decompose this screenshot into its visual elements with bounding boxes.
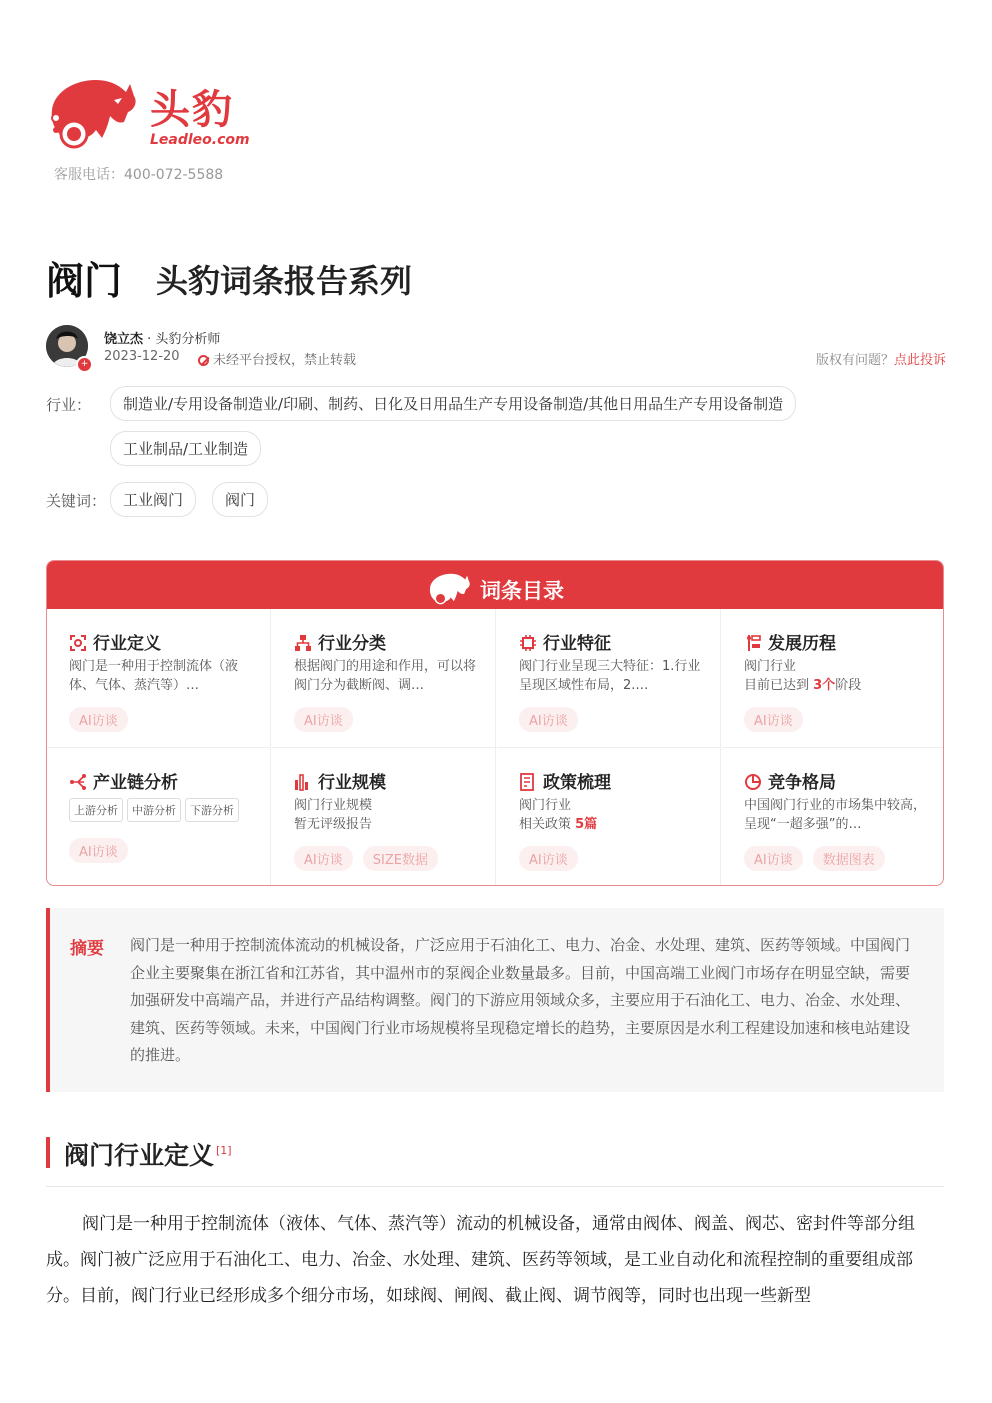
toc-grid [47, 609, 943, 886]
toc-item-title [294, 629, 386, 654]
document-icon [519, 773, 537, 791]
author-name[interactable]: 饶立杰 [104, 332, 144, 347]
toc-panel [46, 560, 944, 886]
page-subtitle: 头豹词条报告系列 [156, 262, 413, 300]
ai-interview-pill[interactable]: AI访谈 [519, 707, 578, 732]
toc-item-policy[interactable] [497, 748, 721, 886]
data-chart-pill[interactable]: 数据图表 [813, 846, 885, 871]
toc-desc-line [744, 676, 929, 695]
toc-item-desc: 阀门是一种用于控制流体（液体、气体、蒸汽等）… [69, 659, 239, 693]
section-title [64, 1136, 232, 1172]
copyright-notice [198, 349, 356, 368]
toc-item-title [519, 768, 611, 793]
pie-chart-icon [744, 773, 762, 791]
ai-interview-pill[interactable]: AI访谈 [294, 707, 353, 732]
toc-desc-text: 相关政策 [519, 817, 576, 832]
ban-icon [198, 355, 209, 366]
toc-item-scale[interactable] [272, 748, 496, 886]
verified-badge-icon: + [76, 356, 93, 373]
stage-count: 3个 [813, 678, 836, 693]
keyword-tag[interactable]: 工业阀门 [110, 482, 196, 517]
definition-icon [69, 634, 87, 652]
ai-interview-pill[interactable]: AI访谈 [69, 707, 128, 732]
section-body: 阀门是一种用于控制流体（液体、气体、蒸汽等）流动的机械设备，通常由阀体、阀盖、阀芯、密封件等部分组成。阀门被广泛应用于石油化工、电力、冶金、水处理、建筑、医药等领域，是工业自动化和流程控制的重要组成部分。目前，阀门行业已经形成多个细分市场，如球阀、闸阀、截止阀、调节阀等，同时也出现一些新型 [46, 1214, 915, 1306]
toc-item-label: 竞争格局 [768, 773, 836, 793]
toc-item-label: 产业链分析 [93, 773, 178, 793]
page-title: 阀门 [46, 259, 123, 303]
summary-text: 阀门是一种用于控制流体流动的机械设备，广泛应用于石油化工、电力、冶金、水处理、建筑、医药等领域。中国阀门企业主要聚集在浙江省和江苏省，其中温州市的泵阀企业数量最多。目前，中国高端工业阀门市场存在明显空缺，需要加强研发中高端产品，并进行产品结构调整。阀门的下游应用领域众多，主要应用于石油化工、电力、冶金、水处理、建筑、医药等领域。未来，中国阀门行业市场规模将呈现稳定增长的趋势，主要原因是水利工程建设加速和核电站建设的推进。 [130, 936, 911, 1064]
toc-item-desc: 阀门行业呈现三大特征：1.行业呈现区域性布局，2.… [519, 659, 701, 693]
toc-item-title [69, 629, 161, 654]
ai-interview-pill[interactable]: AI访谈 [744, 846, 803, 871]
chip-icon [519, 634, 537, 652]
toc-item-competition[interactable] [722, 748, 944, 886]
toc-item-title [744, 768, 836, 793]
toc-desc-text: 目前已达到 [744, 678, 814, 693]
toc-item-title [294, 768, 386, 793]
toc-item-history[interactable] [722, 609, 944, 748]
bar-chart-icon [294, 773, 312, 791]
author-role: · 头豹分析师 [143, 332, 221, 347]
toc-item-label: 发展历程 [768, 634, 836, 654]
industry-label: 行业： [46, 396, 92, 414]
toc-item-title [69, 768, 178, 793]
upstream-tag[interactable]: 上游分析 [69, 798, 123, 822]
author-line [104, 328, 220, 347]
toc-desc-line: 阀门行业 [519, 798, 572, 813]
leopard-logo-icon [44, 70, 144, 160]
toc-desc-line: 阀门行业规模 [294, 798, 373, 813]
toc-item-classification[interactable] [272, 609, 496, 748]
toc-title-wrap [47, 569, 943, 607]
ai-interview-pill[interactable]: AI访谈 [69, 838, 128, 863]
service-hotline: 客服电话：400-072-5588 [54, 167, 224, 183]
section-marker [46, 1137, 50, 1168]
leopard-logo-icon [426, 569, 474, 607]
toc-item-desc: 根据阀门的用途和作用，可以将阀门分为截断阀、调… [294, 659, 477, 693]
midstream-tag[interactable]: 中游分析 [127, 798, 181, 822]
summary-label: 摘要 [70, 939, 104, 959]
hierarchy-icon [294, 634, 312, 652]
toc-item-title [744, 629, 836, 654]
chain-icon [69, 773, 87, 791]
ai-interview-pill[interactable]: AI访谈 [744, 707, 803, 732]
copyright-notice-text: 未经平台授权，禁止转载 [213, 353, 357, 368]
toc-item-desc [294, 796, 479, 834]
toc-item-desc [744, 657, 929, 695]
toc-item-chain[interactable] [47, 748, 271, 886]
industry-tag[interactable]: 制造业/专用设备制造业/印刷、制药、日化及日用品生产专用设备制造/其他日用品生产专用设备制造 [110, 386, 796, 421]
section-title-text: 阀门行业定义 [64, 1141, 215, 1170]
policy-count: 5篇 [575, 817, 598, 832]
toc-item-title [519, 629, 611, 654]
report-link[interactable]: 点此投诉 [893, 353, 946, 368]
summary-box [46, 908, 944, 1092]
toc-header [47, 561, 943, 609]
section-divider [46, 1186, 944, 1187]
toc-item-label: 行业分类 [318, 634, 386, 654]
publish-date: 2023-12-20 [104, 349, 180, 364]
toc-item-features[interactable] [497, 609, 721, 748]
keywords-label: 关键词： [46, 492, 107, 510]
toc-item-label: 政策梳理 [543, 773, 611, 793]
toc-title: 词条目录 [480, 579, 564, 603]
toc-desc-line [519, 815, 704, 834]
industry-tag[interactable]: 工业制品/工业制造 [110, 431, 261, 466]
toc-item-label: 行业特征 [543, 634, 611, 654]
brand-url[interactable]: Leadleo.com [150, 132, 250, 148]
toc-item-definition[interactable] [47, 609, 271, 748]
toc-item-desc: 中国阀门行业的市场集中较高，呈现“一超多强”的… [744, 798, 927, 832]
toc-item-label: 行业定义 [93, 634, 161, 654]
toc-item-label: 行业规模 [318, 773, 386, 793]
ai-interview-pill[interactable]: AI访谈 [519, 846, 578, 871]
footnote-ref[interactable]: [1] [216, 1144, 232, 1157]
toc-desc-line: 暂无评级报告 [294, 817, 373, 832]
brand-name: 头豹 [150, 87, 234, 133]
report-area [816, 349, 946, 368]
toc-item-desc [519, 796, 704, 834]
report-question: 版权有问题？ [815, 353, 894, 368]
downstream-tag[interactable]: 下游分析 [185, 798, 239, 822]
ai-interview-pill[interactable]: AI访谈 [294, 846, 353, 871]
toc-desc-line: 阀门行业 [744, 659, 797, 674]
keyword-tag[interactable]: 阀门 [212, 482, 268, 517]
toc-desc-text: 阶段 [835, 678, 862, 693]
chain-subtags [69, 798, 243, 822]
timeline-icon [744, 634, 762, 652]
size-data-pill[interactable]: SIZE数据 [363, 846, 438, 871]
